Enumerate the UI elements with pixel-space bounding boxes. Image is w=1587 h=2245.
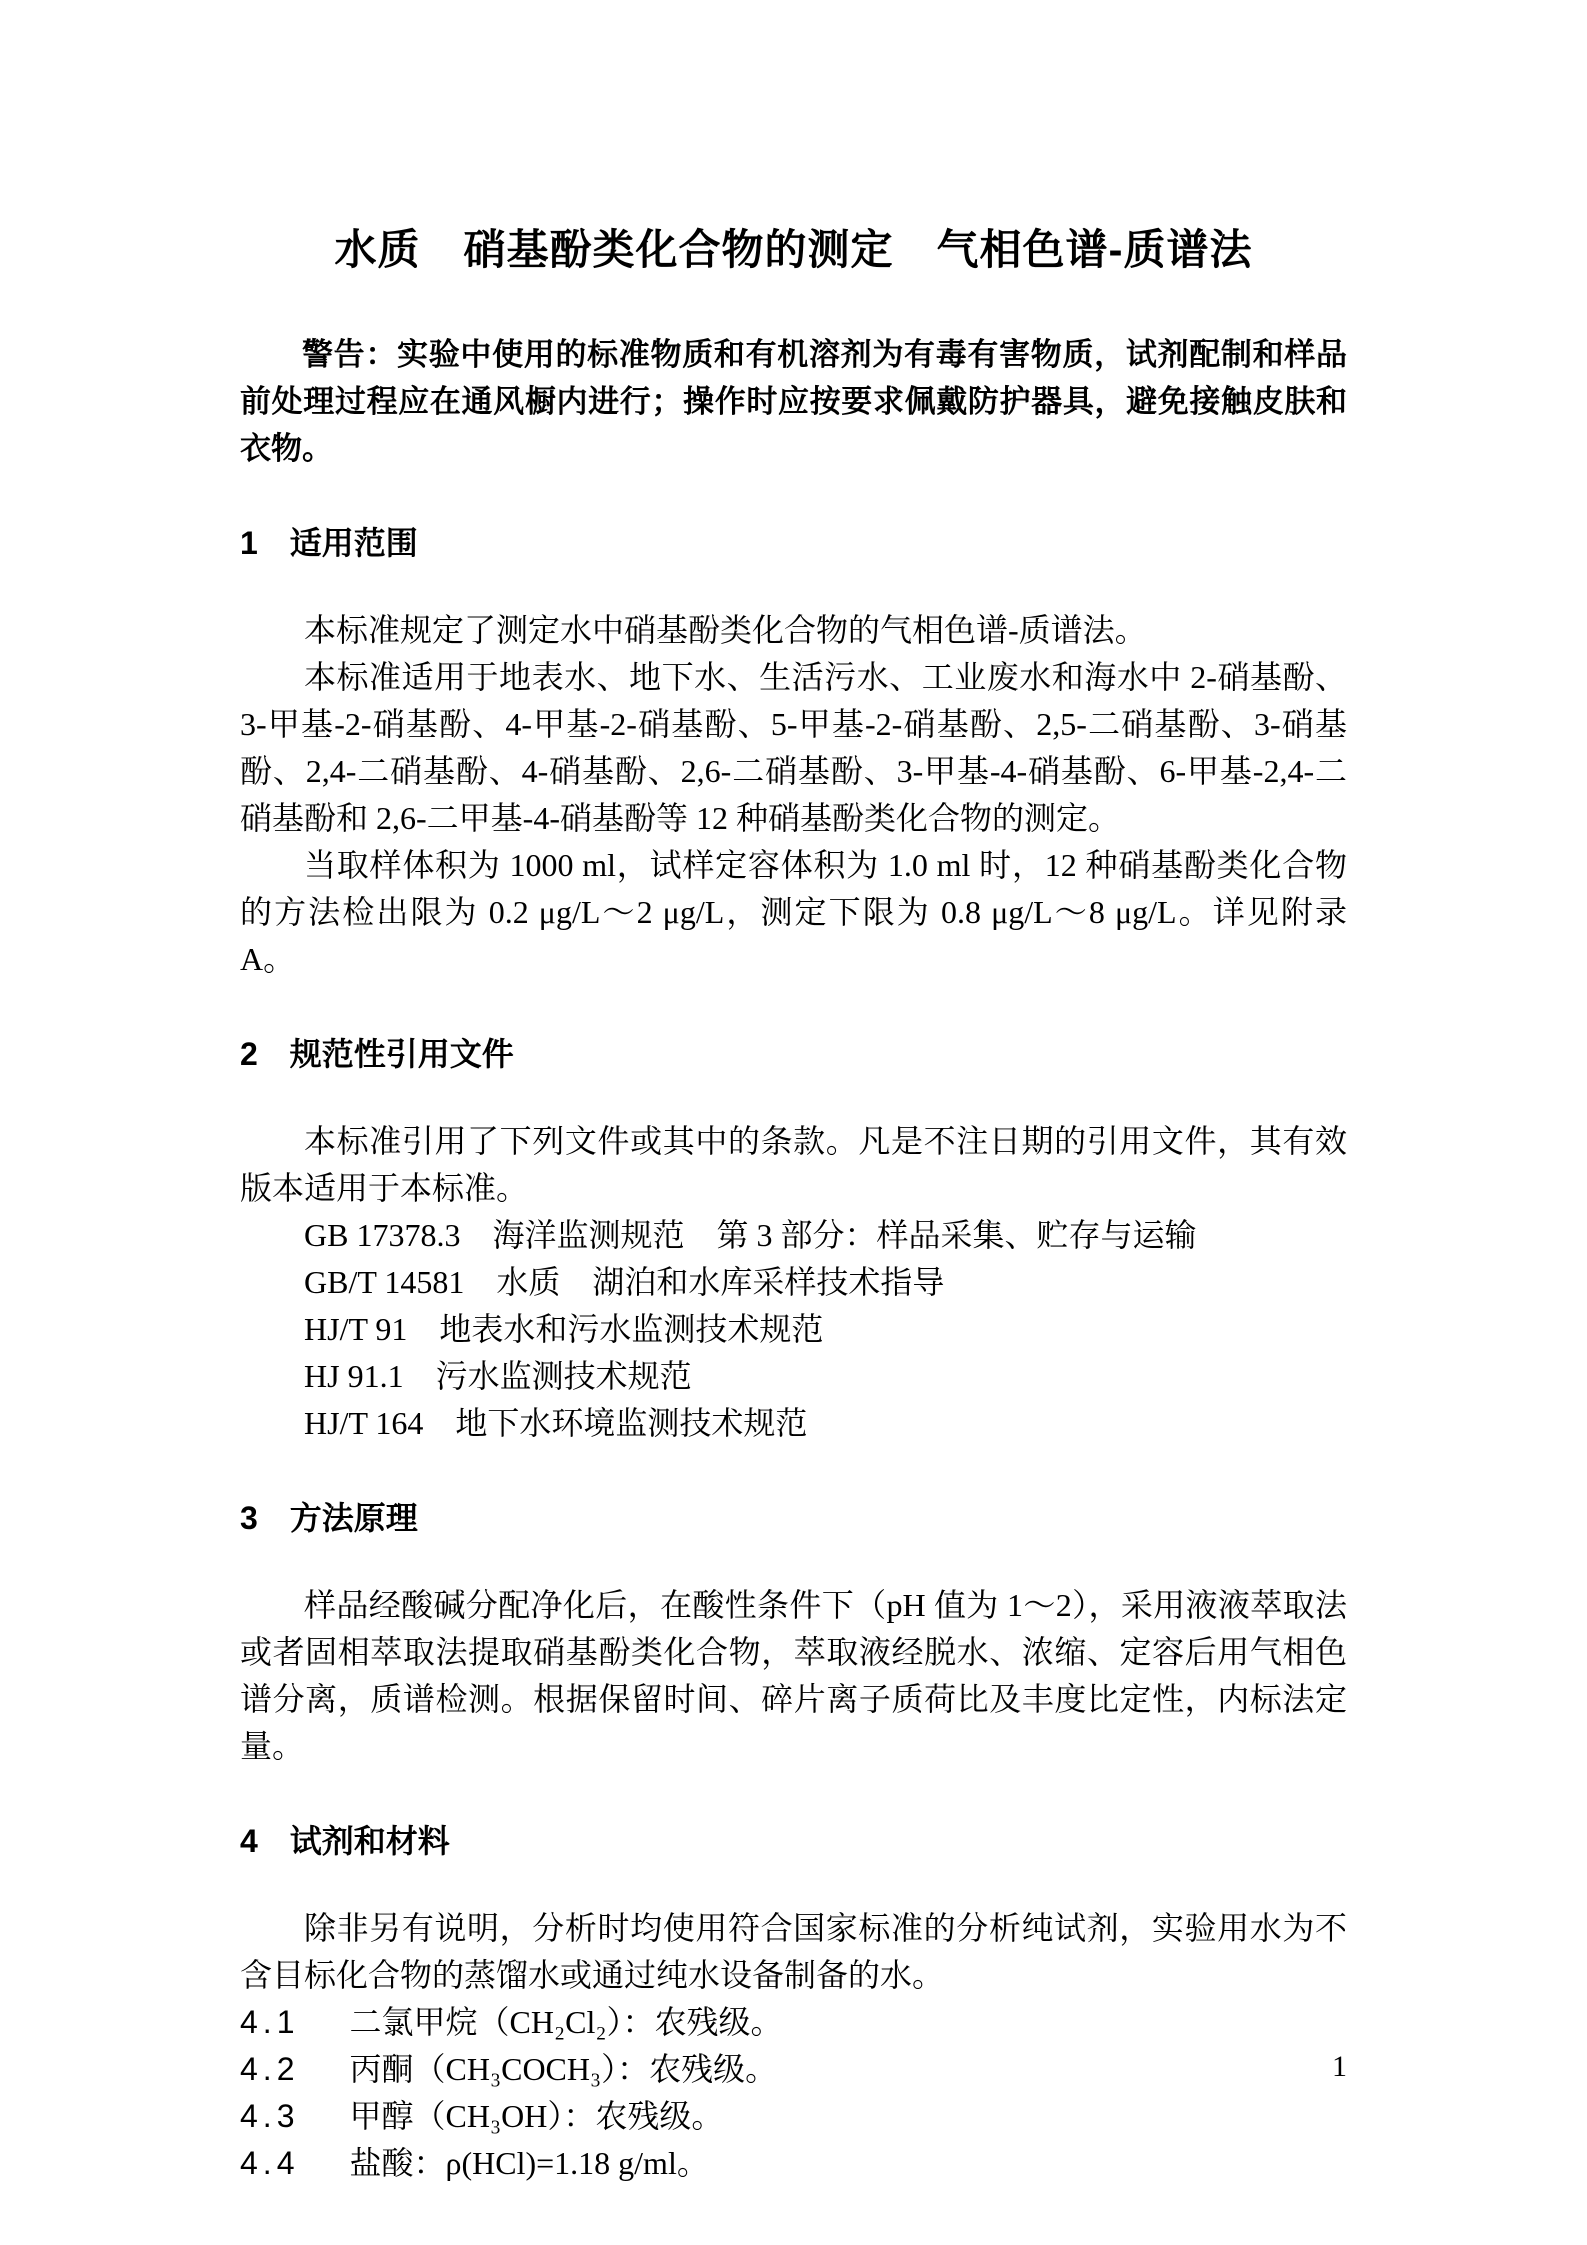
section-heading-normative-references: 2 规范性引用文件	[240, 1036, 514, 1072]
section-heading-method-principle: 3 方法原理	[240, 1500, 418, 1536]
reagent-item	[240, 2093, 1347, 2140]
document-title: 水质 硝基酚类化合物的测定 气相色谱-质谱法	[334, 226, 1253, 273]
item-number: 4.3	[240, 2098, 300, 2134]
section-heading-scope: 1 适用范围	[240, 525, 418, 561]
item-text: 二氯甲烷（CH₂Cl₂）：农残级。	[349, 2004, 783, 2040]
reagent-item	[240, 2046, 1347, 2093]
item-text: 盐酸：ρ(HCl)=1.18 g/ml。	[349, 2145, 709, 2181]
paragraph: 本标准适用于地表水、地下水、生活污水、工业废水和海水中 2-硝基酚、3-甲基-2-硝基酚、4-甲基-2-硝基酚、5-甲基-2-硝基酚、2,5-二硝基酚、3-硝基酚、2,4-二硝基酚、4-硝基酚、2,6-二硝基酚、3-甲基-4-硝基酚、6-甲基-2,4-二硝基酚和 2,6-二甲基-4-硝基酚等 12 种硝基酚类化合物的测定。	[240, 659, 1347, 836]
reference-item: HJ/T 91 地表水和污水监测技术规范	[304, 1311, 824, 1347]
paragraph: 除非另有说明，分析时均使用符合国家标准的分析纯试剂，实验用水为不含目标化合物的蒸馏水或通过纯水设备制备的水。	[240, 1910, 1347, 1993]
item-number: 4.1	[240, 2004, 300, 2040]
reference-item: GB 17378.3 海洋监测规范 第 3 部分：样品采集、贮存与运输	[304, 1217, 1197, 1253]
warning-paragraph: 警告：实验中使用的标准物质和有机溶剂为有毒有害物质，试剂配制和样品前处理过程应在通风橱内进行；操作时应按要求佩戴防护器具，避免接触皮肤和衣物。	[240, 337, 1347, 466]
reagent-item	[240, 1999, 1347, 2046]
document-content	[240, 0, 1347, 2187]
reference-item: GB/T 14581 水质 湖泊和水库采样技术指导	[304, 1264, 945, 1300]
paragraph: 本标准引用了下列文件或其中的条款。凡是不注日期的引用文件，其有效版本适用于本标准。	[240, 1123, 1347, 1206]
item-number: 4.2	[240, 2051, 300, 2087]
item-text: 甲醇（CH₃OH）：农残级。	[349, 2098, 724, 2134]
section-heading-reagents-materials: 4 试剂和材料	[240, 1823, 450, 1859]
item-number: 4.4	[240, 2145, 300, 2181]
paragraph: 本标准规定了测定水中硝基酚类化合物的气相色谱-质谱法。	[304, 612, 1147, 648]
reference-item: HJ/T 164 地下水环境监测技术规范	[304, 1405, 808, 1441]
page-number: 1	[1332, 2050, 1347, 2083]
item-text: 丙酮（CH₃COCH₃）：农残级。	[349, 2051, 778, 2087]
paragraph: 当取样体积为 1000 ml，试样定容体积为 1.0 ml 时，12 种硝基酚类化合物的方法检出限为 0.2 μg/L～2 μg/L，测定下限为 0.8 μg/L～8 μg/L。详见附录 A。	[240, 847, 1347, 977]
reagent-item	[240, 2140, 1347, 2187]
reference-item: HJ 91.1 污水监测技术规范	[304, 1358, 692, 1394]
paragraph: 样品经酸碱分配净化后，在酸性条件下（pH 值为 1～2），采用液液萃取法或者固相萃取法提取硝基酚类化合物，萃取液经脱水、浓缩、定容后用气相色谱分离，质谱检测。根据保留时间、碎片离子质荷比及丰度比定性，内标法定量。	[240, 1587, 1347, 1764]
